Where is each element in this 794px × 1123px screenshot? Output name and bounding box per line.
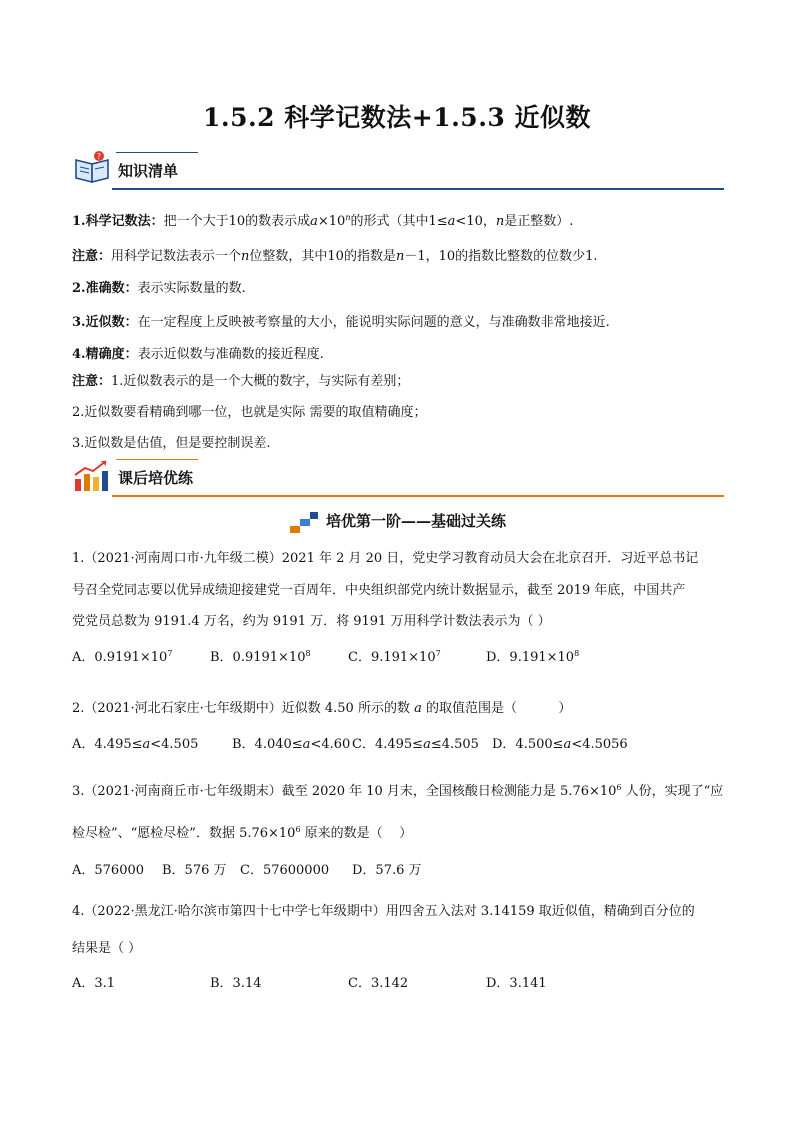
- q1-option-a[interactable]: A．$0.9191\times 10^7$: [72, 649, 173, 665]
- book-icon: [72, 150, 112, 186]
- q4-option-b[interactable]: B．3.14: [210, 976, 262, 991]
- bar-chart-icon: [72, 457, 112, 493]
- q1-option-d[interactable]: D．$9.191\times 10^8$: [486, 649, 580, 665]
- header-rule: [112, 495, 724, 497]
- q1-option-b[interactable]: B．$0.9191\times 10^8$: [210, 649, 311, 665]
- q3-option-a[interactable]: A．576000: [72, 863, 145, 878]
- header-rule: [112, 188, 724, 190]
- q3-option-b[interactable]: B．576 万: [162, 863, 227, 878]
- q1-option-c[interactable]: C．$9.191\times 10^7$: [348, 649, 441, 665]
- q2-option-b[interactable]: B．4.040≤a<4.60: [232, 737, 351, 752]
- q4-option-c[interactable]: C．3.142: [348, 976, 409, 991]
- q4-option-d[interactable]: D．3.141: [486, 976, 547, 991]
- note-5: 4.精确度：表示近似数与准确数的接近程度.: [72, 347, 324, 362]
- q4-line-2: 结果是（ ）: [72, 941, 142, 956]
- q4-options: [72, 972, 692, 990]
- q2-options: [72, 733, 692, 751]
- note-7: 2.近似数要看精确到哪一位，也就是实际 需要的取值精确度；: [72, 405, 427, 420]
- note-6: 注意：1.近似数表示的是一个大概的数字，与实际有差别；: [72, 374, 410, 389]
- q1-options: [72, 646, 692, 664]
- section-label: 课后培优练: [118, 469, 194, 487]
- q3-options: [72, 859, 692, 877]
- note-3: 2.准确数：表示实际数量的数.: [72, 281, 246, 296]
- q1-line-1: 1.（2021·河南周口市·九年级二模）2021 年 2 月 20 日，党史学习教育动员大会在北京召开．习近平总书记: [72, 551, 699, 566]
- header-top-rule: [116, 152, 198, 153]
- q4-line-1: 4.（2022·黑龙江·哈尔滨市第四十七中学七年级期中）用四舍五入法对 3.14159 取近似值，精确到百分位的: [72, 904, 695, 919]
- svg-text:?: ?: [96, 152, 102, 161]
- q3-line-1: 3.（2021·河南商丘市·七年级期末）截至 2020 年 10 月末，全国核酸日检测能力是 $5.76\times 10^6$ 人份，实现了“应: [72, 783, 724, 799]
- note-2: 注意：用科学记数法表示一个n位整数，其中10的指数是n－1，10的指数比整数的位数少1.: [72, 249, 598, 264]
- q3-option-d[interactable]: D．57.6 万: [352, 863, 422, 878]
- q2-option-d[interactable]: D．4.500≤a<4.5056: [492, 737, 628, 752]
- section-label: 知识清单: [118, 162, 179, 180]
- section-header-practice: [72, 457, 724, 497]
- q2-line-1: 2.（2021·河北石家庄·七年级期中）近似数 4.50 所示的数 a 的取值范围是（ ）: [72, 701, 572, 716]
- note-4: 3.近似数：在一定程度上反映被考察量的大小，能说明实际问题的意义，与准确数非常地接近.: [72, 315, 610, 330]
- q1-line-3: 党党员总数为 9191.4 万名，约为 9191 万．将 9191 万用科学计数法表示为（ ）: [72, 614, 551, 629]
- section-header-knowledge: [72, 150, 724, 190]
- q3-option-c[interactable]: C．57600000: [240, 863, 330, 878]
- page-title: 1.5.2 科学记数法+1.5.3 近似数: [202, 103, 592, 132]
- subheading: 培优第一阶——基础过关练: [0, 510, 794, 534]
- note-8: 3.近似数是估值，但是要控制误差.: [72, 436, 271, 451]
- q1-line-2: 号召全党同志要以优异成绩迎接建党一百周年．中央组织部党内统计数据显示，截至 2019 年底，中国共产: [72, 583, 686, 598]
- q4-option-a[interactable]: A．3.1: [72, 976, 116, 991]
- stairs-icon: [288, 510, 320, 534]
- q2-option-a[interactable]: A．4.495≤a<4.505: [72, 737, 199, 752]
- header-top-rule: [116, 459, 198, 460]
- q2-option-c[interactable]: C．4.495≤a≤4.505: [352, 737, 479, 752]
- q3-line-2: 检尽检”、“愿检尽检”．数据 $5.76\times 10^6$ 原来的数是（ ）: [72, 825, 413, 841]
- note-1: 1.科学记数法：把一个大于10的数表示成$a\times 10^n$的形式（其中1≤a<10，n是正整数）.: [72, 213, 574, 229]
